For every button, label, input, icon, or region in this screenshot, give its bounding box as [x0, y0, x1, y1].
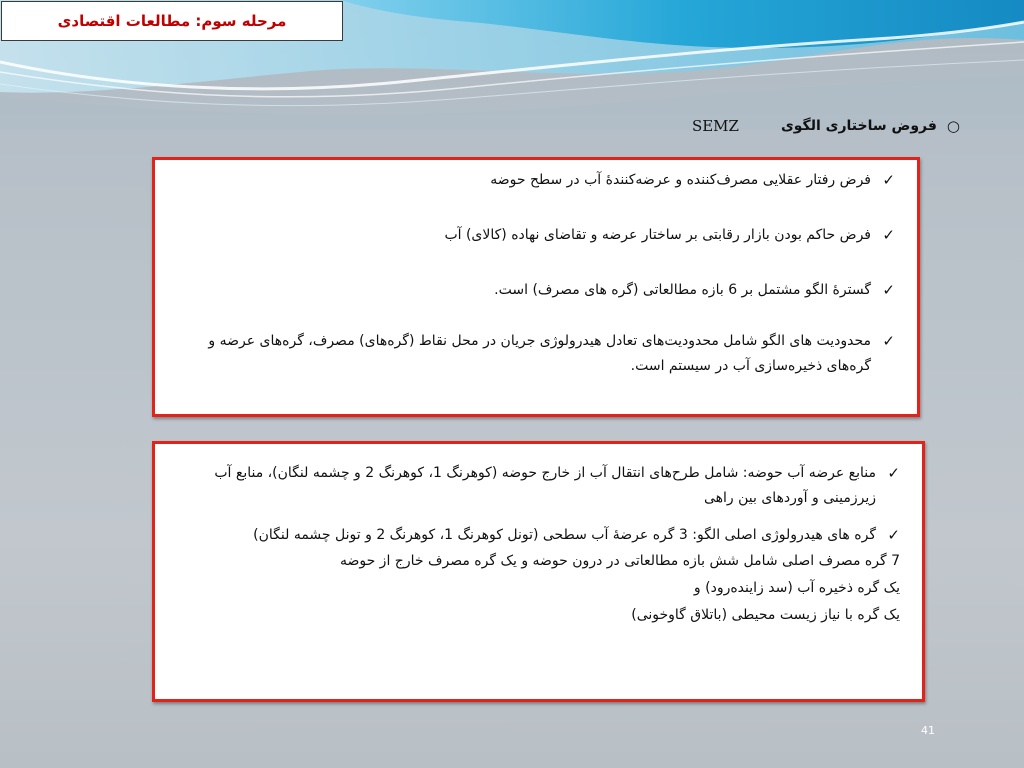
list-item	[175, 461, 900, 511]
list-item	[175, 168, 895, 193]
list-item-text: گره های هیدرولوژی اصلی الگو: 3 گره عرضهٔ آب سطحی (تونل کوهرنگ 1، کوهرنگ 2 و تونل چشمه لنگان)	[253, 527, 876, 543]
nodes-box	[152, 441, 925, 702]
check-icon: ✓	[882, 332, 895, 350]
page-number: 41	[921, 724, 935, 737]
detail-line: 7 گره مصرف اصلی شامل شش بازه مطالعاتی در درون حوضه و یک گره مصرف خارج از حوضه	[339, 553, 900, 569]
list-item	[175, 223, 895, 248]
section-heading	[692, 117, 960, 135]
hollow-circle-bullet-icon: ○	[946, 117, 960, 135]
list-item	[175, 278, 895, 303]
slide-title: مرحله سوم: مطالعات اقتصادی	[57, 12, 287, 30]
detail-line: یک گره ذخیره آب (سد زاینده‌رود) و	[693, 580, 900, 596]
list-item-text: فرض رفتار عقلایی مصرف‌کننده و عرضه‌کنندهٔ آب در سطح حوضه	[490, 172, 871, 188]
detail-line: یک گره با نیاز زیست محیطی (باتلاق گاوخونی)	[631, 607, 900, 623]
slide-title-box	[1, 1, 343, 41]
model-name: SEMZ	[691, 117, 739, 135]
heading-text: فروض ساختاری الگوی	[780, 118, 937, 134]
check-icon: ✓	[887, 526, 900, 544]
assumptions-box	[152, 157, 920, 417]
list-item	[175, 329, 895, 379]
list-item-text: فرض حاکم بودن بازار رقابتی بر ساختار عرضه و تقاضای نهاده (کالای) آب	[444, 227, 871, 243]
check-icon: ✓	[887, 464, 900, 482]
list-item	[175, 523, 900, 548]
list-item-text: محدودیت های الگو شامل محدودیت‌های تعادل هیدرولوژی جریان در محل نقاط (گره‌های) مصرف، گره‌های عرضه و گره‌های ذخیره‌سازی آب در سیستم است.	[208, 333, 871, 374]
list-item-text: گسترهٔ الگو مشتمل بر 6 بازه مطالعاتی (گره های مصرف) است.	[494, 282, 871, 298]
check-icon: ✓	[882, 226, 895, 244]
check-icon: ✓	[882, 281, 895, 299]
check-icon: ✓	[882, 171, 895, 189]
list-item-text: منابع عرضه آب حوضه: شامل طرح‌های انتقال آب از خارج حوضه (کوهرنگ 1، کوهرنگ 2 و چشمه لنگان)، منابع آب زیرزمینی و آوردهای بین راهی	[214, 465, 876, 506]
